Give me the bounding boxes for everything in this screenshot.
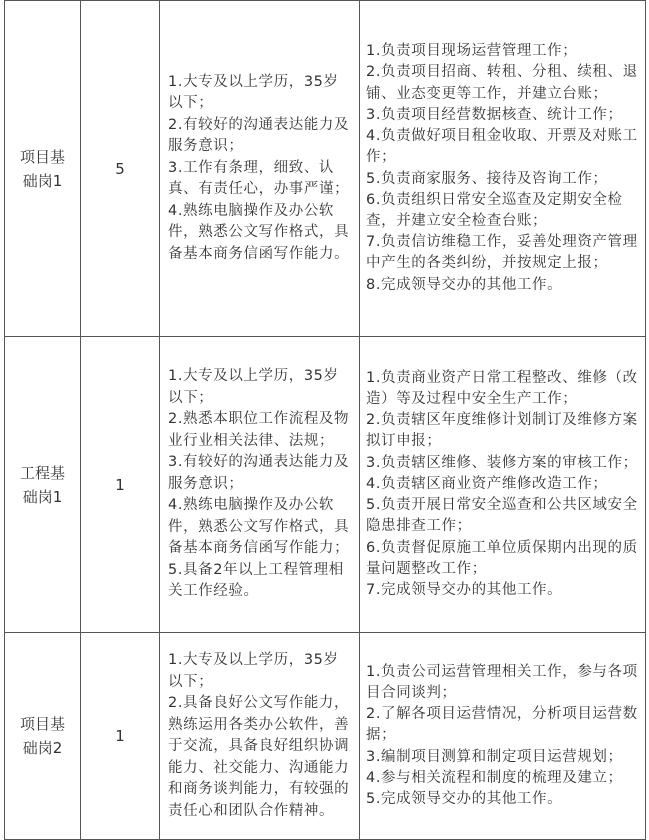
duty-item: 3.负责辖区维修、装修方案的审核工作； bbox=[366, 454, 638, 471]
duty-item: 1.负责项目现场运营管理工作； bbox=[366, 43, 578, 60]
duty-item: 7.完成领导交办的其他工作。 bbox=[366, 581, 563, 598]
requirement-item: 2.有较好的沟通表达能力及服务意识； bbox=[168, 116, 350, 155]
requirement-item: 1.大专及以上学历，35岁以下； bbox=[168, 652, 339, 690]
duty-item: 6.负责组织日常安全巡查及定期安全检查，并建立安全检查台账； bbox=[366, 191, 623, 229]
duty-item: 4.负责辖区商业资产维修改造工作； bbox=[366, 475, 608, 492]
duties-cell bbox=[360, 633, 646, 840]
duty-item: 4.参与相关流程和制度的梳理及建立； bbox=[366, 769, 623, 786]
requirements-cell bbox=[160, 633, 360, 840]
duty-item: 3.负责项目经营数据核查、统计工作； bbox=[366, 106, 623, 123]
duty-item: 8.完成领导交办的其他工作。 bbox=[366, 276, 563, 293]
requirement-item: 2.具备良好公文写作能力，熟练运用各类办公软件，善于交流，具备良好组织协调能力、社交能力、沟通能力和商务谈判能力，有较强的责任心和团队合作精神。 bbox=[168, 695, 350, 819]
duty-item: 5.负责开展日常安全巡查和公共区域安全隐患排查工作； bbox=[366, 497, 638, 535]
position-name bbox=[5, 633, 81, 840]
requirement-item: 3.工作有条理，细致、认真、有责任心，办事严谨； bbox=[168, 159, 350, 198]
duties-cell bbox=[360, 337, 646, 633]
requirement-item: 3.有较好的沟通表达能力及服务意识； bbox=[168, 454, 350, 492]
requirement-item: 1.大专及以上学历，35岁以下； bbox=[168, 368, 339, 406]
requirement-item: 4.熟练电脑操作及办公软件，熟悉公文写作格式，具备基本商务信函写作能力； bbox=[168, 497, 350, 557]
duty-item: 7.负责信访维稳工作，妥善处理资产管理中产生的各类纠纷，并按规定上报； bbox=[366, 234, 638, 272]
duty-item: 3.编制项目测算和制定项目运营规划； bbox=[366, 748, 623, 765]
duties-cell bbox=[360, 1, 646, 337]
requirements-cell bbox=[160, 1, 360, 337]
duty-item: 5.完成领导交办的其他工作。 bbox=[366, 791, 563, 807]
table-row bbox=[5, 1, 646, 337]
duty-item: 5.负责商家服务、接待及咨询工作； bbox=[366, 170, 608, 187]
headcount: 1 bbox=[81, 337, 160, 633]
headcount: 5 bbox=[81, 1, 160, 337]
requirement-item: 4.熟练电脑操作及办公软件，熟悉公文写作格式，具备基本商务信函写作能力。 bbox=[168, 202, 350, 262]
position-name-text: 项目基础岗1 bbox=[19, 147, 65, 190]
duty-item: 2.了解各项目运营情况，分析项目运营数据； bbox=[366, 706, 638, 744]
headcount: 1 bbox=[81, 633, 160, 840]
position-name-text: 工程基础岗1 bbox=[19, 463, 65, 506]
requirement-item: 5.具备2年以上工程管理相关工作经验。 bbox=[168, 561, 344, 600]
duty-item: 1.负责公司运营管理相关工作，参与各项目合同谈判； bbox=[366, 663, 638, 701]
table-row bbox=[5, 337, 646, 633]
position-name-text: 项目基础岗2 bbox=[19, 715, 65, 757]
duty-item: 1.负责商业资产日常工程整改、维修（改造）等及过程中安全生产工作； bbox=[366, 369, 638, 408]
table-row bbox=[5, 633, 646, 840]
requirement-item: 1.大专及以上学历，35岁以下； bbox=[168, 73, 339, 112]
duty-item: 6.负责督促原施工单位质保期内出现的质量问题整改工作； bbox=[366, 539, 638, 577]
positions-table bbox=[4, 0, 646, 840]
duty-item: 2.负责辖区年度维修计划制订及维修方案拟订申报； bbox=[366, 412, 638, 450]
requirements-cell bbox=[160, 337, 360, 633]
requirement-item: 2.熟悉本职位工作流程及物业行业相关法律、法规； bbox=[168, 411, 350, 449]
duty-item: 4.负责做好项目租金收取、开票及对账工作； bbox=[366, 128, 638, 166]
duty-item: 2.负责项目招商、转租、分租、续租、退铺、业态变更等工作，并建立台账； bbox=[366, 64, 638, 102]
position-name bbox=[5, 1, 81, 337]
position-name bbox=[5, 337, 81, 633]
